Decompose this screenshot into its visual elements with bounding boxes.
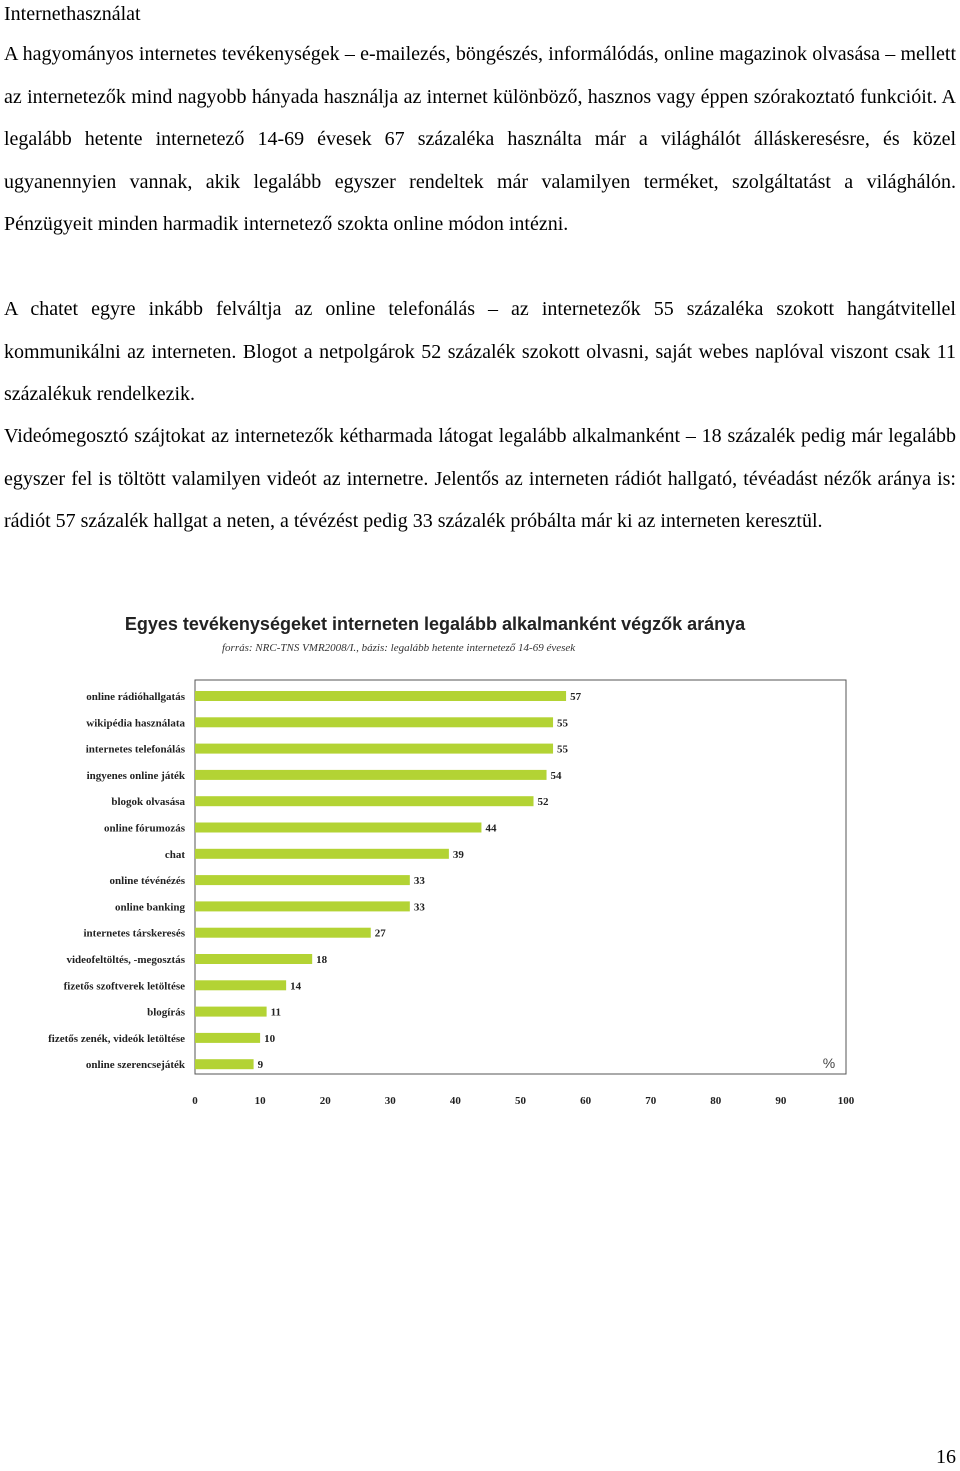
bar (195, 717, 553, 727)
category-label: fizetős szoftverek letöltése (63, 980, 185, 993)
page-number: 16 (936, 1446, 956, 1468)
value-label: 10 (264, 1032, 276, 1045)
value-label: 39 (452, 848, 464, 861)
category-label: fizetős zenék, videók letöltése (48, 1032, 185, 1045)
value-label: 27 (374, 927, 386, 940)
value-label: 52 (537, 796, 549, 809)
bar (195, 954, 312, 964)
x-tick-label: 40 (449, 1095, 461, 1107)
chart-subtitle: forrás: NRC-TNS VMR2008/I., bázis: legalább hetente internetező 14-69 évesek (222, 642, 576, 654)
category-label: internetes telefonálás (85, 743, 185, 756)
unit-label: % (822, 1055, 836, 1071)
paragraph-1: A hagyományos internetes tevékenységek – e-mailezés, böngészés, informálódás, online magazinok olvasása – mellett az internetezők mind nagyobb hányada használja az internet különböző, hasznos vagy éppen szórakoztató funkcióit. A legalább hetente internetező 14-69 évesek 67 százaléka használta már a világhálót álláskeresésre, és közel ugyanennyien vannak, akik legalább egyszer rendeltek már valamilyen terméket, szolgáltatást a világhálón. Pénzügyeit minden harmadik internetező szokta online módon intézni. (4, 43, 956, 235)
value-label: 55 (557, 717, 569, 730)
x-tick-label: 80 (710, 1095, 722, 1107)
bar (195, 980, 286, 990)
bar (195, 796, 534, 806)
section-heading: Internethasználat (4, 3, 141, 25)
category-label: online fórumozás (104, 822, 185, 835)
bar (195, 928, 371, 938)
chart-title: Egyes tevékenységeket interneten legalább alkalmanként végzők aránya (124, 614, 746, 634)
paragraph-3: Videómegosztó szájtokat az internetezők kétharmada látogat legalább alkalmanként – 18 százalék pedig már legalább egyszer fel is töltött valamilyen videót az internetre. Jelentős az interneten rádiót hallgató, tévéadást nézők aránya is: rádiót 57 százalék hallgat a neten, a tévézést pedig 33 százalék próbálta már ki az interneten keresztül. (4, 425, 956, 532)
bar (195, 901, 410, 911)
category-label: internetes társkeresés (83, 927, 185, 940)
value-label: 33 (413, 875, 425, 888)
category-label: online tévénézés (109, 875, 185, 888)
bar (195, 823, 481, 833)
x-tick-label: 20 (319, 1095, 331, 1107)
bar (195, 691, 566, 701)
value-label: 55 (557, 743, 569, 756)
value-label: 57 (570, 691, 582, 703)
paragraph-2: A chatet egyre inkább felváltja az online telefonálás – az internetezők 55 százaléka szokott hangátvitellel kommunikálni az interneten. Blogot a netpolgárok 52 százalék szokott olvasni, saját webes naplóval viszont csak 11 százalékuk rendelkezik. (4, 298, 956, 405)
category-label: online szerencsejáték (85, 1059, 185, 1072)
category-label: wikipédia használata (86, 717, 185, 730)
x-tick-label: 90 (775, 1095, 787, 1107)
category-label: blogok olvasása (111, 796, 185, 809)
x-tick-label: 0 (192, 1095, 198, 1107)
category-label: videofeltöltés, -megosztás (66, 954, 185, 966)
bar (195, 849, 449, 859)
value-label: 9 (257, 1059, 264, 1072)
x-tick-label: 70 (645, 1095, 657, 1107)
bar (195, 1059, 254, 1069)
bar (195, 744, 553, 754)
value-label: 14 (290, 980, 302, 993)
bar (195, 1007, 267, 1017)
category-label: chat (164, 848, 185, 861)
value-label: 18 (316, 954, 328, 966)
bar (195, 770, 547, 780)
category-label: online rádióhallgatás (86, 691, 185, 703)
category-label: ingyenes online játék (86, 769, 185, 782)
category-label: blogírás (147, 1006, 185, 1019)
bar (195, 875, 410, 885)
x-tick-label: 60 (580, 1095, 592, 1107)
value-label: 44 (485, 822, 497, 835)
x-tick-label: 50 (515, 1095, 526, 1107)
value-label: 54 (550, 769, 562, 782)
bar-chart (0, 670, 960, 1120)
value-label: 33 (413, 901, 425, 914)
plot-area (48, 680, 855, 1107)
bar (195, 1033, 260, 1043)
x-tick-label: 30 (384, 1095, 396, 1107)
value-label: 11 (270, 1006, 282, 1019)
category-label: online banking (114, 901, 185, 914)
x-tick-label: 10 (254, 1095, 266, 1107)
x-tick-label: 100 (837, 1095, 855, 1107)
